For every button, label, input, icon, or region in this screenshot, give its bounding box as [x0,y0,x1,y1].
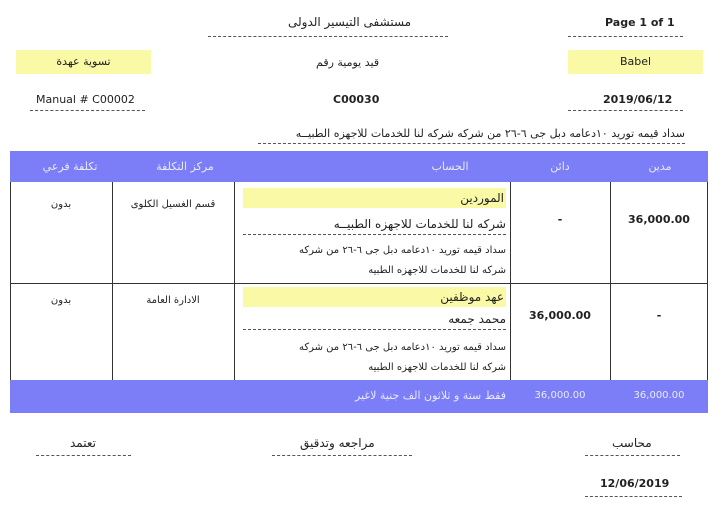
col-sub-cost: تكلفة فرعي [42,160,98,173]
grid-line [707,182,708,380]
total-credit: 36,000.00 [534,390,586,401]
col-cost-center: مركز التكلفة [156,160,214,173]
signature-approve: تعتمد [70,436,96,450]
grid-line [234,182,235,380]
row1-account-main [243,188,506,208]
row1-account-sub-underline [243,234,506,235]
grid-line [10,182,11,380]
company-box [568,50,703,74]
col-credit: دائن [550,160,570,173]
sign-date-underline [585,496,682,497]
row2-account-main-text: عهد موظفين [440,290,504,304]
signature-accountant: محاسب [612,436,652,450]
manual-number: Manual # C00002 [36,93,135,106]
grid-line [10,283,708,284]
row2-sub-cost: بدون [50,295,72,306]
row2-account-sub: محمد جمعه [448,312,506,326]
row2-credit: 36,000.00 [529,309,591,322]
entry-label: قيد يومية رقم [316,56,380,69]
signature-review: مراجعه وتدقيق [300,436,375,450]
row2-debit: - [656,309,662,322]
signature-review-line [272,455,412,456]
col-debit: مدين [648,160,672,173]
table-header [10,151,708,182]
row1-desc-line1: سداد قيمه توريد ١٠دعامه دبل جى ٦-٢٦ من شركه [298,245,506,256]
doc-type: تسوية عهدة [56,55,111,68]
row1-account-sub: شركه لنا للخدمات للاجهزه الطبيــه [333,217,506,231]
doc-type-box [16,50,151,74]
grid-line [610,182,611,380]
entry-description: سداد قيمه توريد ١٠دعامه دبل جى ٦-٢٦ من شركه شركه لنا للخدمات للاجهزه الطبيــه [295,127,685,140]
row1-desc-line2: شركه لنا للخدمات للاجهزه الطبيه [368,265,506,276]
hospital-name-underline [208,36,448,37]
grid-line [112,182,113,380]
signature-approve-line [36,455,131,456]
company-name: Babel [619,55,652,68]
row2-desc-line2: شركه لنا للخدمات للاجهزه الطبيه [368,362,506,373]
hospital-name: مستشفى التيسير الدولى [288,15,412,29]
row1-cost-center: قسم الغسيل الكلوى [130,199,216,210]
grid-line [510,182,511,380]
entry-date: 2019/06/12 [603,93,673,106]
row2-account-main [243,287,506,307]
totals-bar [10,380,708,413]
row2-desc-line1: سداد قيمه توريد ١٠دعامه دبل جى ٦-٢٦ من شركه [298,342,506,353]
total-words: فقط ستة و ثلاثون الف جنية لاغير [355,389,506,402]
entry-number: C00030 [333,93,380,106]
total-debit: 36,000.00 [633,390,685,401]
row2-cost-center: الادارة العامة [146,295,200,306]
manual-number-underline [30,110,145,111]
sign-date: 12/06/2019 [600,477,670,490]
entry-description-underline [258,143,685,144]
row1-sub-cost: بدون [50,199,72,210]
row1-debit: 36,000.00 [628,213,690,226]
row1-account-main-text: الموردين [460,191,504,205]
col-account: الحساب [431,160,469,173]
signature-accountant-line [585,455,680,456]
page-info: Page 1 of 1 [605,16,675,29]
row2-account-sub-underline [243,329,506,330]
entry-date-underline [568,110,683,111]
row1-credit: - [557,213,563,226]
page-info-underline [568,36,683,37]
